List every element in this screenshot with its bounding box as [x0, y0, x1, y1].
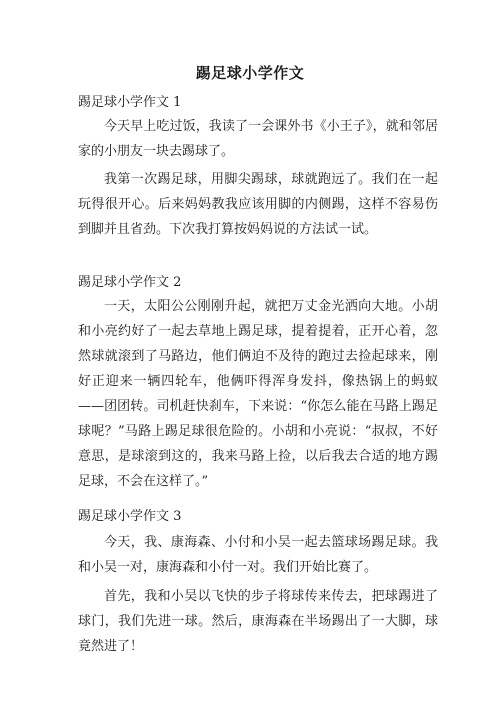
section-heading-3: 踢足球小学作文 3 — [78, 509, 182, 524]
page-title: 踢足球小学作文 — [195, 64, 305, 82]
section-3-paragraph-1: 今天，我、康海森、小付和小吴一起去篮球场踢足球。我和小吴一对，康海森和小付一对。我们开始比赛了。 — [78, 535, 438, 575]
section-heading-1: 踢足球小学作文 1 — [78, 95, 182, 110]
section-1-paragraph-1: 今天早上吃过饭，我读了一会课外书《小王子》，就和邻居家的小朋友一块去踢球了。 — [78, 119, 438, 159]
section-3-paragraph-2: 首先，我和小吴以飞快的步子将球传来传去，把球踢进了球门，我们先进一球。然后，康海森在半场踢出了一大脚，球竟然进了！ — [78, 589, 438, 654]
section-1-paragraph-2: 我第一次踢足球，用脚尖踢球，球就跑远了。我们在一起玩得很开心。后来妈妈教我应该用脚的内侧踢，这样不容易伤到脚并且省劲。下次我打算按妈妈说的方法试一试。 — [78, 172, 438, 237]
section-heading-2: 踢足球小学作文 2 — [78, 275, 182, 290]
section-2-paragraph-1: 一天，太阳公公刚刚升起，就把万丈金光洒向大地。小胡和小亮约好了一起去草地上踢足球，提着提着，正开心着，忽然球就滚到了马路边，他们俩迫不及待的跑过去捡起球来，刚好正迎来一辆四轮车，他俩吓得浑身发抖，像热锅上的蚂蚁——团团转。司机赶快刹车，下来说：“你怎么能在马路上踢足球呢？”马路上踢足球很危险的。小胡和小亮说：“叔叔，不好意思，是球滚到这的，我来马路上捡，以后我去合适的地方踢足球，不会在这样了。” — [78, 299, 438, 489]
